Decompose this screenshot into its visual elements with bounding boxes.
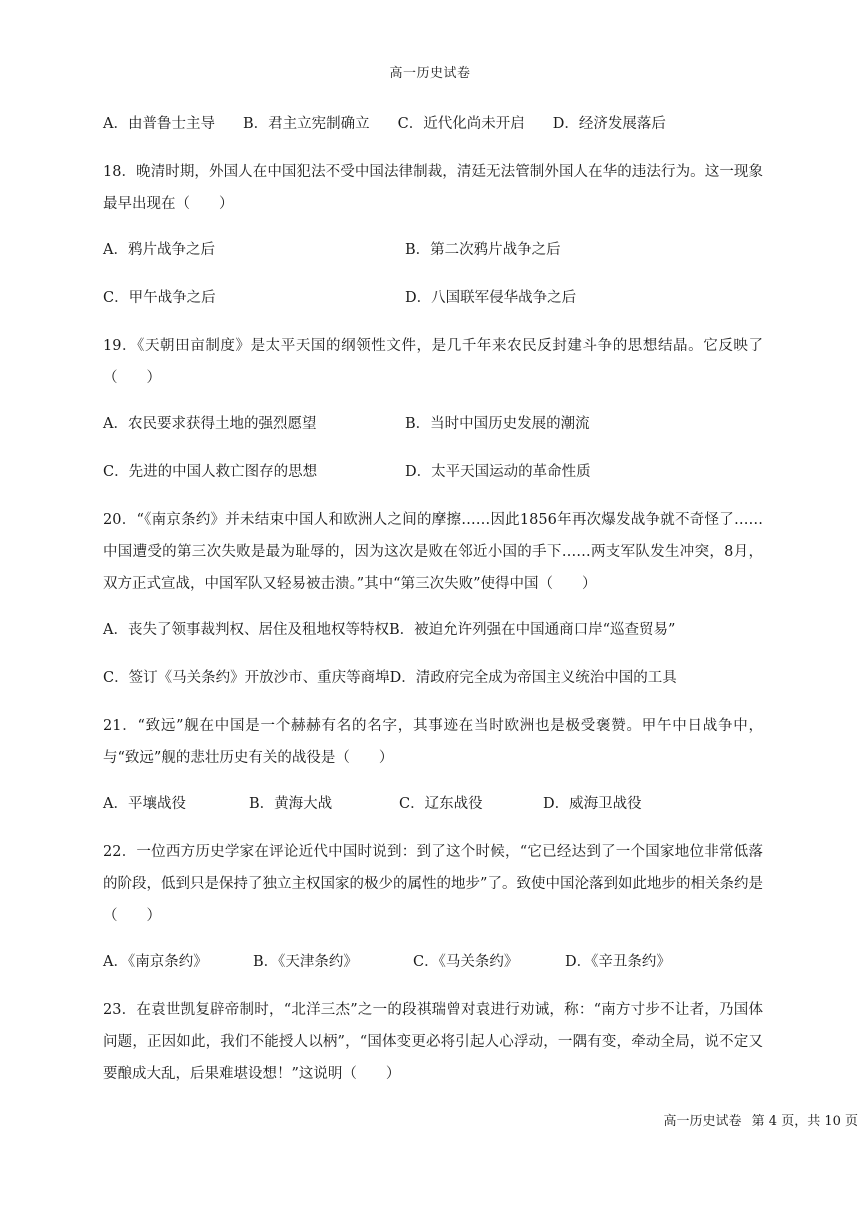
q22-option-d: D．《辛丑条约》: [565, 954, 671, 970]
q23-stem: 23．在袁世凯复辟帝制时，“北洋三杰”之一的段祺瑞曾对袁进行劝诫，称：“南方寸步不让者，乃国体问题，正因如此，我们不能授人以柄”，“国体变更必将引起人心浮动，一隅有变，牵动全局，说不定又要酿成大乱，后果难堪设想！”这说明（ ）: [103, 1002, 763, 1082]
q18-option-d: D．八国联军侵华战争之后: [405, 290, 577, 306]
q20-option-b: B．被迫允许列强在中国通商口岸“巡查贸易”: [388, 622, 676, 638]
q19-options-row2: [103, 456, 763, 488]
q19-option-a: A．农民要求获得土地的强烈愿望: [103, 416, 317, 432]
q20-option-d: D．清政府完全成为帝国主义统治中国的工具: [389, 670, 677, 686]
q22-option-c: C．《马关条约》: [413, 954, 519, 970]
q18-options-row2: [103, 282, 763, 314]
q19-stem: 19．《天朝田亩制度》是太平天国的纲领性文件，是几千年来农民反封建斗争的思想结晶。它反映了（ ）: [103, 338, 763, 386]
q22-option-b: B．《天津条约》: [253, 954, 358, 970]
page-number: 第 4 页，共 10 页: [751, 1114, 858, 1129]
q21-stem: 21．“致远”舰在中国是一个赫赫有名的名字，其事迹在当时欧洲也是极受褒赞。甲午中日战争中，与“致远”舰的悲壮历史有关的战役是（ ）: [103, 718, 763, 766]
q21-options: [103, 788, 763, 820]
question-list: [103, 108, 763, 1104]
q19-option-c: C．先进的中国人救亡图存的思想: [103, 464, 318, 480]
q20-options-row1: [103, 614, 763, 646]
q18-options-row1: [103, 234, 763, 266]
q17-option-a: A．由普鲁士主导: [103, 116, 215, 132]
q20-stem: 20．“《南京条约》并未结束中国人和欧洲人之间的摩擦……因此1856年再次爆发战争就不奇怪了……中国遭受的第三次失败是最为耻辱的，因为这次是败在邻近小国的手下……两支军队发生冲突，8月，双方正式宣战，中国军队又轻易被击溃。”其中“第三次失败”使得中国（ ）: [103, 512, 763, 592]
q18-option-a: A．鸦片战争之后: [103, 242, 215, 258]
q22-options: [103, 946, 763, 978]
q21-option-a: A．平壤战役: [103, 796, 186, 812]
q21-option-b: B．黄海大战: [249, 796, 333, 812]
q18-option-b: B．第二次鸦片战争之后: [405, 242, 561, 258]
footer-title: 高一历史试卷: [663, 1114, 742, 1129]
q22-stem: 22．一位西方历史学家在评论近代中国时说到：到了这个时候，“它已经达到了一个国家地位非常低落的阶段，低到只是保持了独立主权国家的极少的属性的地步”了。致使中国沦落到如此地步的相关条约是（ ）: [103, 844, 763, 924]
q21-option-d: D．威海卫战役: [543, 796, 642, 812]
q17-options: [103, 108, 763, 140]
q21-option-c: C．辽东战役: [399, 796, 483, 812]
q17-option-c: C．近代化尚未开启: [397, 116, 525, 132]
q18-option-c: C．甲午战争之后: [103, 290, 216, 306]
page-footer: [658, 1110, 859, 1129]
q20-option-c: C．签订《马关条约》开放沙市、重庆等商埠: [103, 670, 390, 686]
q20-option-a: A．丧失了领事裁判权、居住及租地权等特权: [103, 622, 389, 638]
q19-option-b: B．当时中国历史发展的潮流: [405, 416, 590, 432]
q18-stem: 18．晚清时期，外国人在中国犯法不受中国法律制裁，清廷无法管制外国人在华的违法行为。这一现象最早出现在（ ）: [103, 164, 763, 212]
q20-options-row2: [103, 662, 763, 694]
page-header: 高一历史试卷: [389, 66, 471, 81]
q17-option-d: D．经济发展落后: [552, 116, 666, 132]
q22-option-a: A．《南京条约》: [103, 954, 208, 970]
q19-options-row1: [103, 408, 763, 440]
q19-option-d: D．太平天国运动的革命性质: [405, 464, 591, 480]
q17-option-b: B．君主立宪制确立: [242, 116, 370, 132]
